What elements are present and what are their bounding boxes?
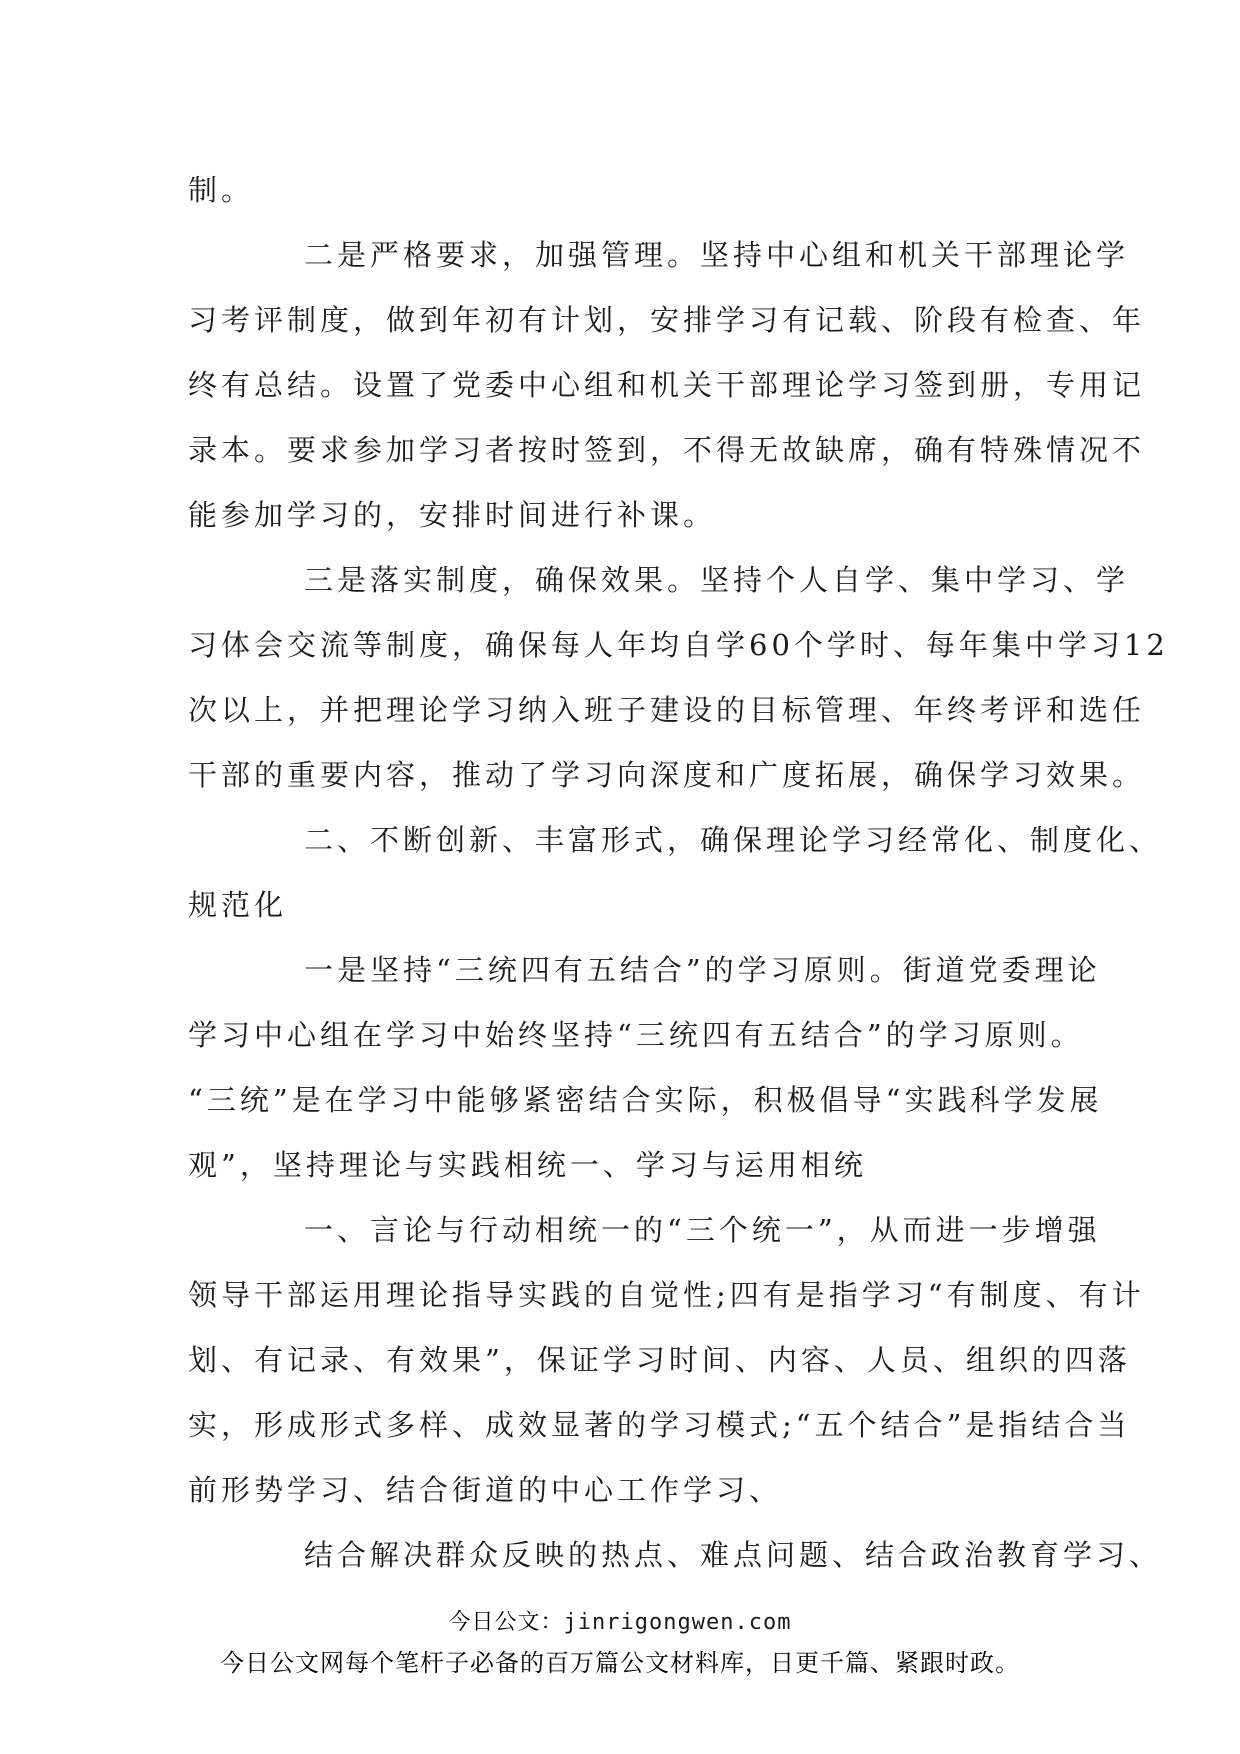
- paragraph-line: 结合解决群众反映的热点、难点问题、结合政治教育学习、: [304, 1538, 1163, 1572]
- paragraph-line: 录本。要求参加学习者按时签到，不得无故缺席，确有特殊情况不: [188, 433, 1146, 467]
- paragraph-line: 领导干部运用理论指导实践的自觉性;四有是指学习“有制度、有计: [188, 1278, 1145, 1312]
- paragraph-line: 干部的重要内容，推动了学习向深度和广度拓展，确保学习效果。: [188, 758, 1146, 792]
- paragraph-line: 前形势学习、结合街道的中心工作学习、: [188, 1473, 783, 1507]
- paragraph-line: 习体会交流等制度，确保每人年均自学60个学时、每年集中学习12: [188, 628, 1169, 662]
- paragraph-line: 一是坚持“三统四有五结合”的学习原则。街道党委理论: [304, 953, 1101, 987]
- footer-site-label: 今日公文：: [448, 1610, 564, 1635]
- footer-site-link[interactable]: jinrigongwen.com: [563, 1610, 792, 1635]
- paragraph-line: 划、有记录、有效果”，保证学习时间、内容、人员、组织的四落: [188, 1343, 1131, 1377]
- footer-slogan: 今日公文网每个笔杆子必备的百万篇公文材料库，日更千篇、紧跟时政。: [220, 1649, 1020, 1677]
- footer-site-line: [0, 1605, 1240, 1636]
- section-heading-line: 二、不断创新、丰富形式，确保理论学习经常化、制度化、: [304, 823, 1163, 857]
- paragraph-line: 学习中心组在学习中始终坚持“三统四有五结合”的学习原则。: [188, 1018, 1084, 1052]
- paragraph-line: 次以上，并把理论学习纳入班子建设的目标管理、年终考评和选任: [188, 693, 1146, 727]
- paragraph-line: 能参加学习的，安排时间进行补课。: [188, 498, 717, 532]
- paragraph-line: 二是严格要求，加强管理。坚持中心组和机关干部理论学: [304, 238, 1130, 272]
- section-heading-line: 规范化: [188, 888, 288, 922]
- paragraph-line: 一、言论与行动相统一的“三个统一”，从而进一步增强: [304, 1213, 1101, 1247]
- paragraph-line: 终有总结。设置了党委中心组和机关干部理论学习签到册，专用记: [188, 368, 1146, 402]
- paragraph-line: 三是落实制度，确保效果。坚持个人自学、集中学习、学: [304, 563, 1130, 597]
- paragraph-line: 实，形成形式多样、成效显著的学习模式;“五个结合”是指结合当: [188, 1408, 1131, 1442]
- paragraph-line: 观”，坚持理论与实践相统一、学习与运用相统: [188, 1148, 867, 1182]
- document-body: [188, 158, 1169, 1588]
- paragraph-line: 制。: [188, 173, 255, 207]
- paragraph-line: 习考评制度，做到年初有计划，安排学习有记载、阶段有检查、年: [188, 303, 1146, 337]
- paragraph-line: “三统”是在学习中能够紧密结合实际，积极倡导“实践科学发展: [188, 1083, 1103, 1117]
